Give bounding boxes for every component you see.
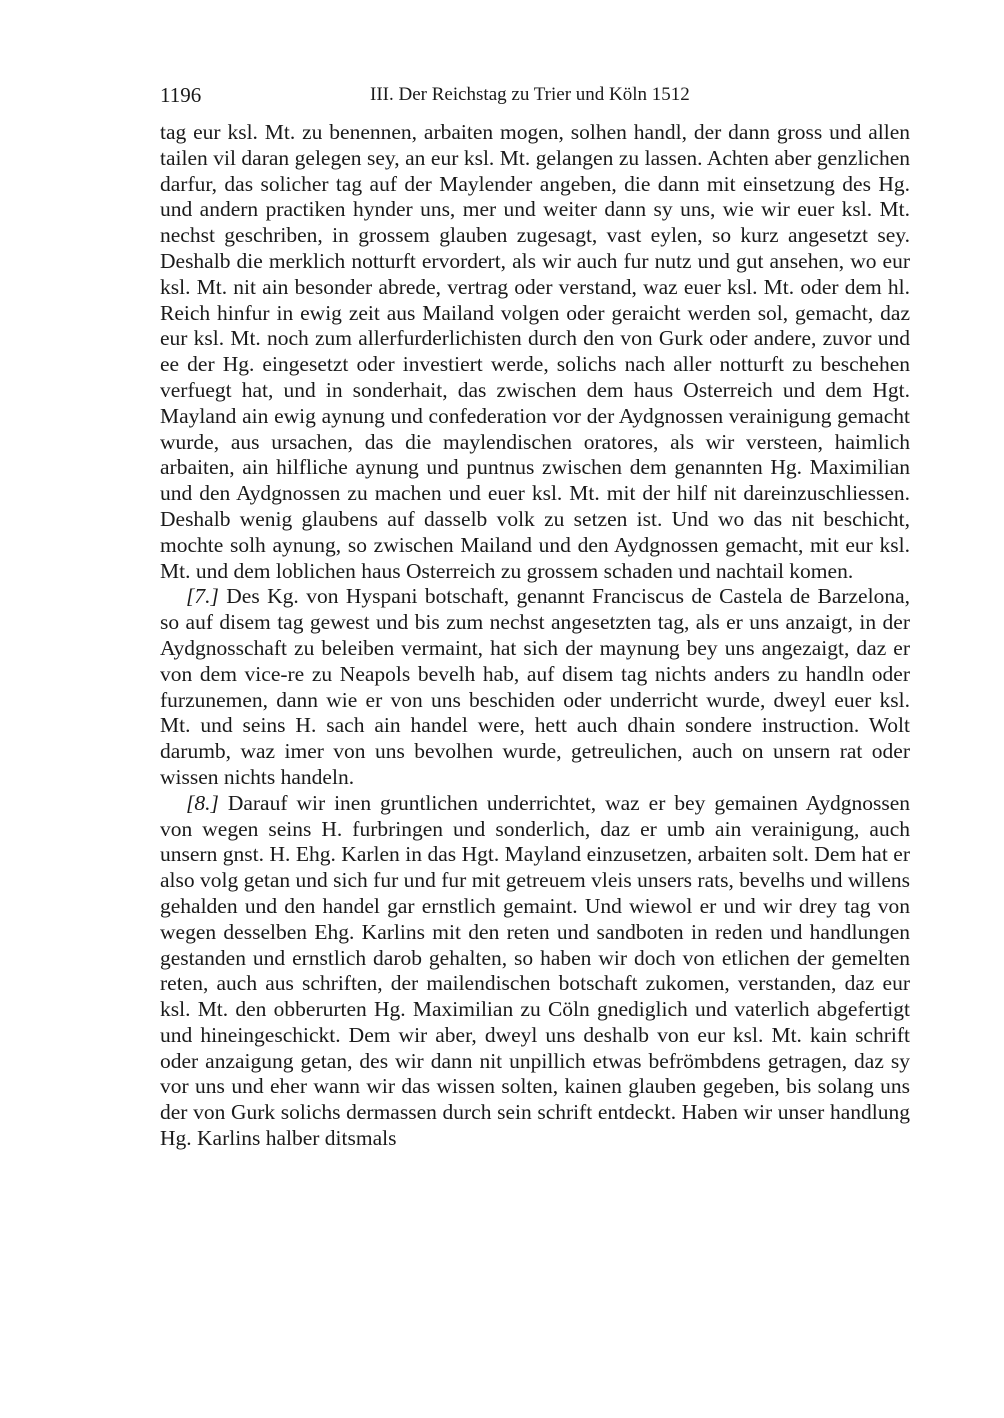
section-marker: [7.] bbox=[186, 584, 219, 609]
paragraph-continuation bbox=[160, 120, 910, 584]
paragraph-section-8 bbox=[160, 791, 910, 1152]
page-number: 1196 bbox=[160, 83, 202, 107]
running-title: III. Der Reichstag zu Trier und Köln 1512 bbox=[370, 84, 690, 105]
document-page bbox=[160, 80, 910, 1152]
paragraph-text: Darauf wir inen gruntlichen underrichtet, waz er bey gemainen Aydgnossen von wegen seins H. furbringen und sonderlich, daz er umb ain verainigung, auch unsern gnst. H. Ehg. Karlen in das Hgt. Mayland einzusetzen, arbaiten solt. Dem hat er also volg getan und sich fur und fur mit getreuem vleis unsers rats, bevelhs und willens gehalden und den handel gar ernstlich gemaint. Und wiewol er und wir drey tag von wegen desselben Ehg. Karlins mit den reten und sandboten in reden und handlungen gestanden und ernstlich darob gehalten, so haben wir doch von etlichen der gemelten reten, auch aus schriften, der mailendischen botschaft zukomen, verstanden, daz eur ksl. Mt. den obberurten Hg. Maximilian zu Cöln gnediglich und vaterlich abgefertigt und hineingeschickt. Dem wir aber, dweyl uns deshalb von eur ksl. Mt. kain schrift oder anzaigung getan, des wir dann nit unpillich etwas befrömbdens getragen, daz sy vor uns und eher wann wir das wissen solten, kainen glauben gegeben, bis solang uns der von Gurk solichs dermassen durch sein schrift entdeckt. Haben wir unser handlung Hg. Karlins halber ditsmals bbox=[160, 790, 911, 1151]
section-marker: [8.] bbox=[186, 790, 219, 815]
running-header bbox=[160, 80, 910, 110]
paragraph-text: Des Kg. von Hyspani botschaft, genannt Franciscus de Castela de Barzelona, so auf disem tag gewest und bis zum nechst angesetzten tag, als er uns anzaigt, in der Aydgnosschaft zu beleiben vermaint, hat sich der maynung bey uns angezaigt, daz er von dem vice-re zu Neapols bevelh hab, auf disem tag nichts anders zu handln oder furzunemen, dann wie er von uns beschiden oder underricht wurde, dweyl euer ksl. Mt. und seins H. sach ain handel were, hett auch dhain sondere instruction. Wolt darumb, waz imer von uns bevolhen wurde, getreulichen, auch on unsern rat oder wissen nichts handeln. bbox=[160, 584, 910, 789]
body-text bbox=[160, 120, 910, 1152]
paragraph-section-7 bbox=[160, 584, 910, 790]
paragraph-text: tag eur ksl. Mt. zu benennen, arbaiten mogen, solhen handl, der dann gross und allen tailen vil daran gelegen sey, an eur ksl. Mt. gelangen zu lassen. Achten aber genzlichen darfur, das solicher tag auf der Maylender angeben, die dann mit einsetzung des Hg. und andern practiken hynder uns, mer und weiter dann sy uns, wie wir euer ksl. Mt. nechst geschriben, in grossem glauben zugesagt, vast eylen, so kurz angesetzt sey. Deshalb die merklich notturft ervordert, als wir auch fur nutz und gut ansehen, wo eur ksl. Mt. nit ain besonder abrede, vertrag oder verstand, waz euer ksl. Mt. oder dem hl. Reich hinfur in ewig zeit aus Mailand volgen oder geraicht werden sol, gemacht, daz eur ksl. Mt. noch zum allerfurderlichisten durch den von Gurk oder andere, zuvor und ee der Hg. eingesetzt oder investiert werde, solichs nach aller notturft zu beschehen verfuegt hat, und in sonderhait, das zwischen dem haus Osterreich und dem Hgt. Mayland ain ewig aynung und confederation vor der Aydgnossen verainigung gemacht wurde, aus ursachen, das die maylendischen oratores, als wir versteen, haimlich arbaiten, ain hilfliche aynung und puntnus zwischen dem genannten Hg. Maximilian und den Aydgnossen zu machen und euer ksl. Mt. mit der hilf nit dareinzuschliessen. Deshalb wenig glaubens auf dasselb volk zu setzen ist. Und wo das nit beschicht, mochte solh aynung, so zwischen Mailand und den Aydgnossen gemacht, mit eur ksl. Mt. und dem loblichen haus Osterreich zu grossem schaden und nachtail komen. bbox=[160, 120, 910, 583]
